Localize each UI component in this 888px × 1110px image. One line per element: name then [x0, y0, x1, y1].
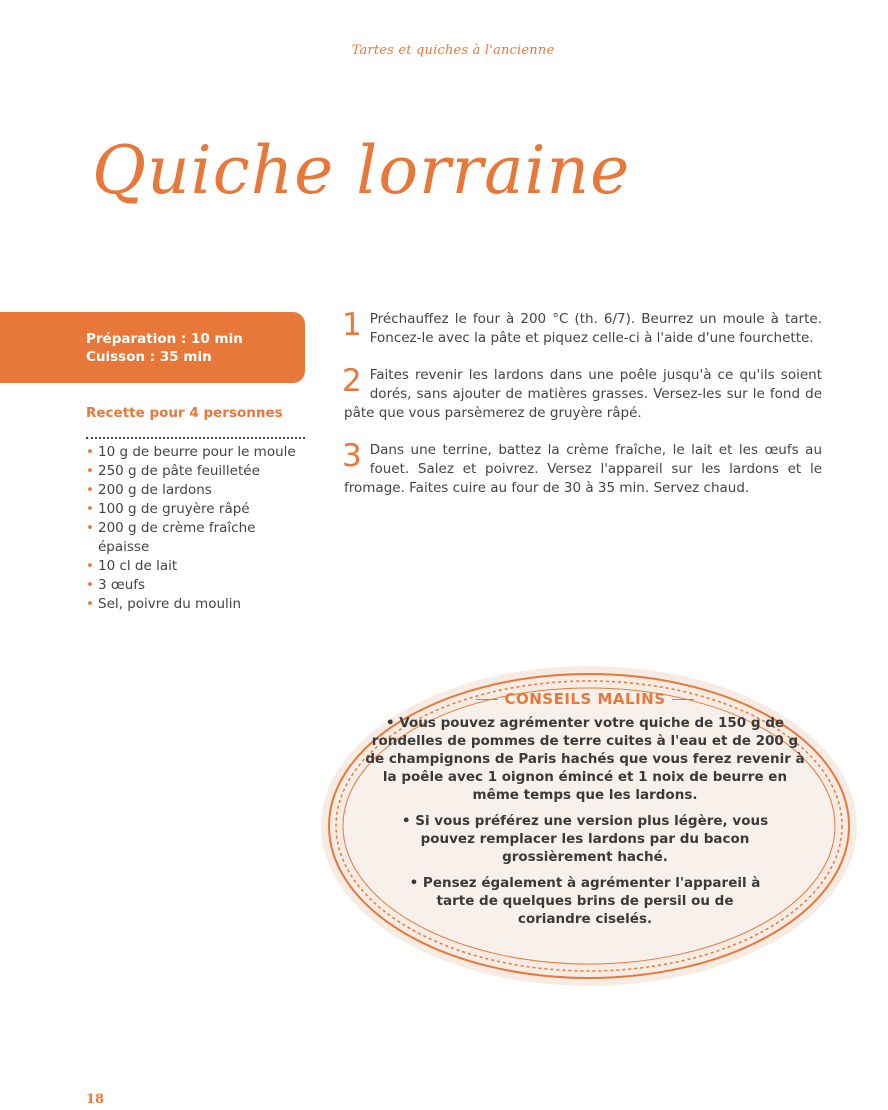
- step-2: [342, 363, 822, 423]
- servings-label: Recette pour 4 personnes: [86, 405, 283, 421]
- tip-item: [390, 812, 780, 866]
- step-number: 2: [342, 363, 362, 399]
- tip-bullet: •: [385, 715, 395, 731]
- tip-item: [405, 874, 765, 928]
- recipe-title: Quiche lorraine: [92, 132, 631, 209]
- cooking-time: Cuisson : 35 min: [86, 349, 212, 365]
- tip-text: Vous pouvez agrémenter votre quiche de 150 g de rondelles de pommes de terre cuites à l'eau et de 200 g de champignons de Paris hachés que vous ferez revenir à la poêle avec 1 oignon émincé et 1 noix de beurre en même temps que les lardons.: [365, 715, 805, 803]
- tips-section: [330, 690, 840, 936]
- ingredient-item: • Sel, poivre du moulin: [86, 595, 306, 614]
- ingredient-item: • 200 g de crème fraîche épaisse: [86, 519, 306, 557]
- page-number: 18: [86, 1092, 105, 1107]
- tip-item: [365, 714, 805, 804]
- ingredient-item: • 250 g de pâte feuilletée: [86, 462, 306, 481]
- ingredient-item: • 10 cl de lait: [86, 557, 306, 576]
- tip-bullet: •: [409, 875, 419, 891]
- ingredient-item: • 100 g de gruyère râpé: [86, 500, 306, 519]
- tip-text: Si vous préférez une version plus légère, vous pouvez remplacer les lardons par du bacon grossièrement haché.: [415, 813, 769, 865]
- ingredient-list: [86, 443, 306, 614]
- preparation-time: Préparation : 10 min: [86, 331, 243, 347]
- dotted-divider: [86, 437, 305, 439]
- tip-bullet: •: [401, 813, 411, 829]
- step-text: Préchauffez le four à 200 °C (th. 6/7). Beurrez un moule à tarte. Foncez-le avec la pâte et piquez celle-ci à l'aide d'une fourchette.: [369, 311, 822, 346]
- running-head: Tartes et quiches à l'ancienne: [351, 43, 555, 58]
- ingredient-item: • 3 œufs: [86, 576, 306, 595]
- step-3: [342, 438, 822, 498]
- step-text: Faites revenir les lardons dans une poêle jusqu'à ce qu'ils soient dorés, sans ajouter de matières grasses. Versez-les sur le fond de pâte que vous parsèmerez de gruyère râpé.: [344, 367, 822, 421]
- steps-section: [342, 307, 822, 516]
- timing-box: [0, 312, 305, 383]
- tips-title: [330, 690, 840, 708]
- title-dash-left: [476, 699, 498, 700]
- step-text: Dans une terrine, battez la crème fraîche, le lait et les œufs au fouet. Salez et poivrez. Versez l'appareil sur les lardons et le fromage. Faites cuire au four de 30 à 35 min. Servez chaud.: [344, 442, 822, 496]
- step-number: 3: [342, 438, 362, 474]
- step-1: [342, 307, 822, 348]
- ingredient-item: • 10 g de beurre pour le moule: [86, 443, 306, 462]
- tip-text: Pensez également à agrémenter l'appareil à tarte de quelques brins de persil ou de coriandre ciselés.: [422, 875, 761, 927]
- step-number: 1: [342, 307, 362, 343]
- ingredient-item: • 200 g de lardons: [86, 481, 306, 500]
- title-dash-right: [672, 699, 694, 700]
- tips-title-text: CONSEILS MALINS: [504, 690, 666, 708]
